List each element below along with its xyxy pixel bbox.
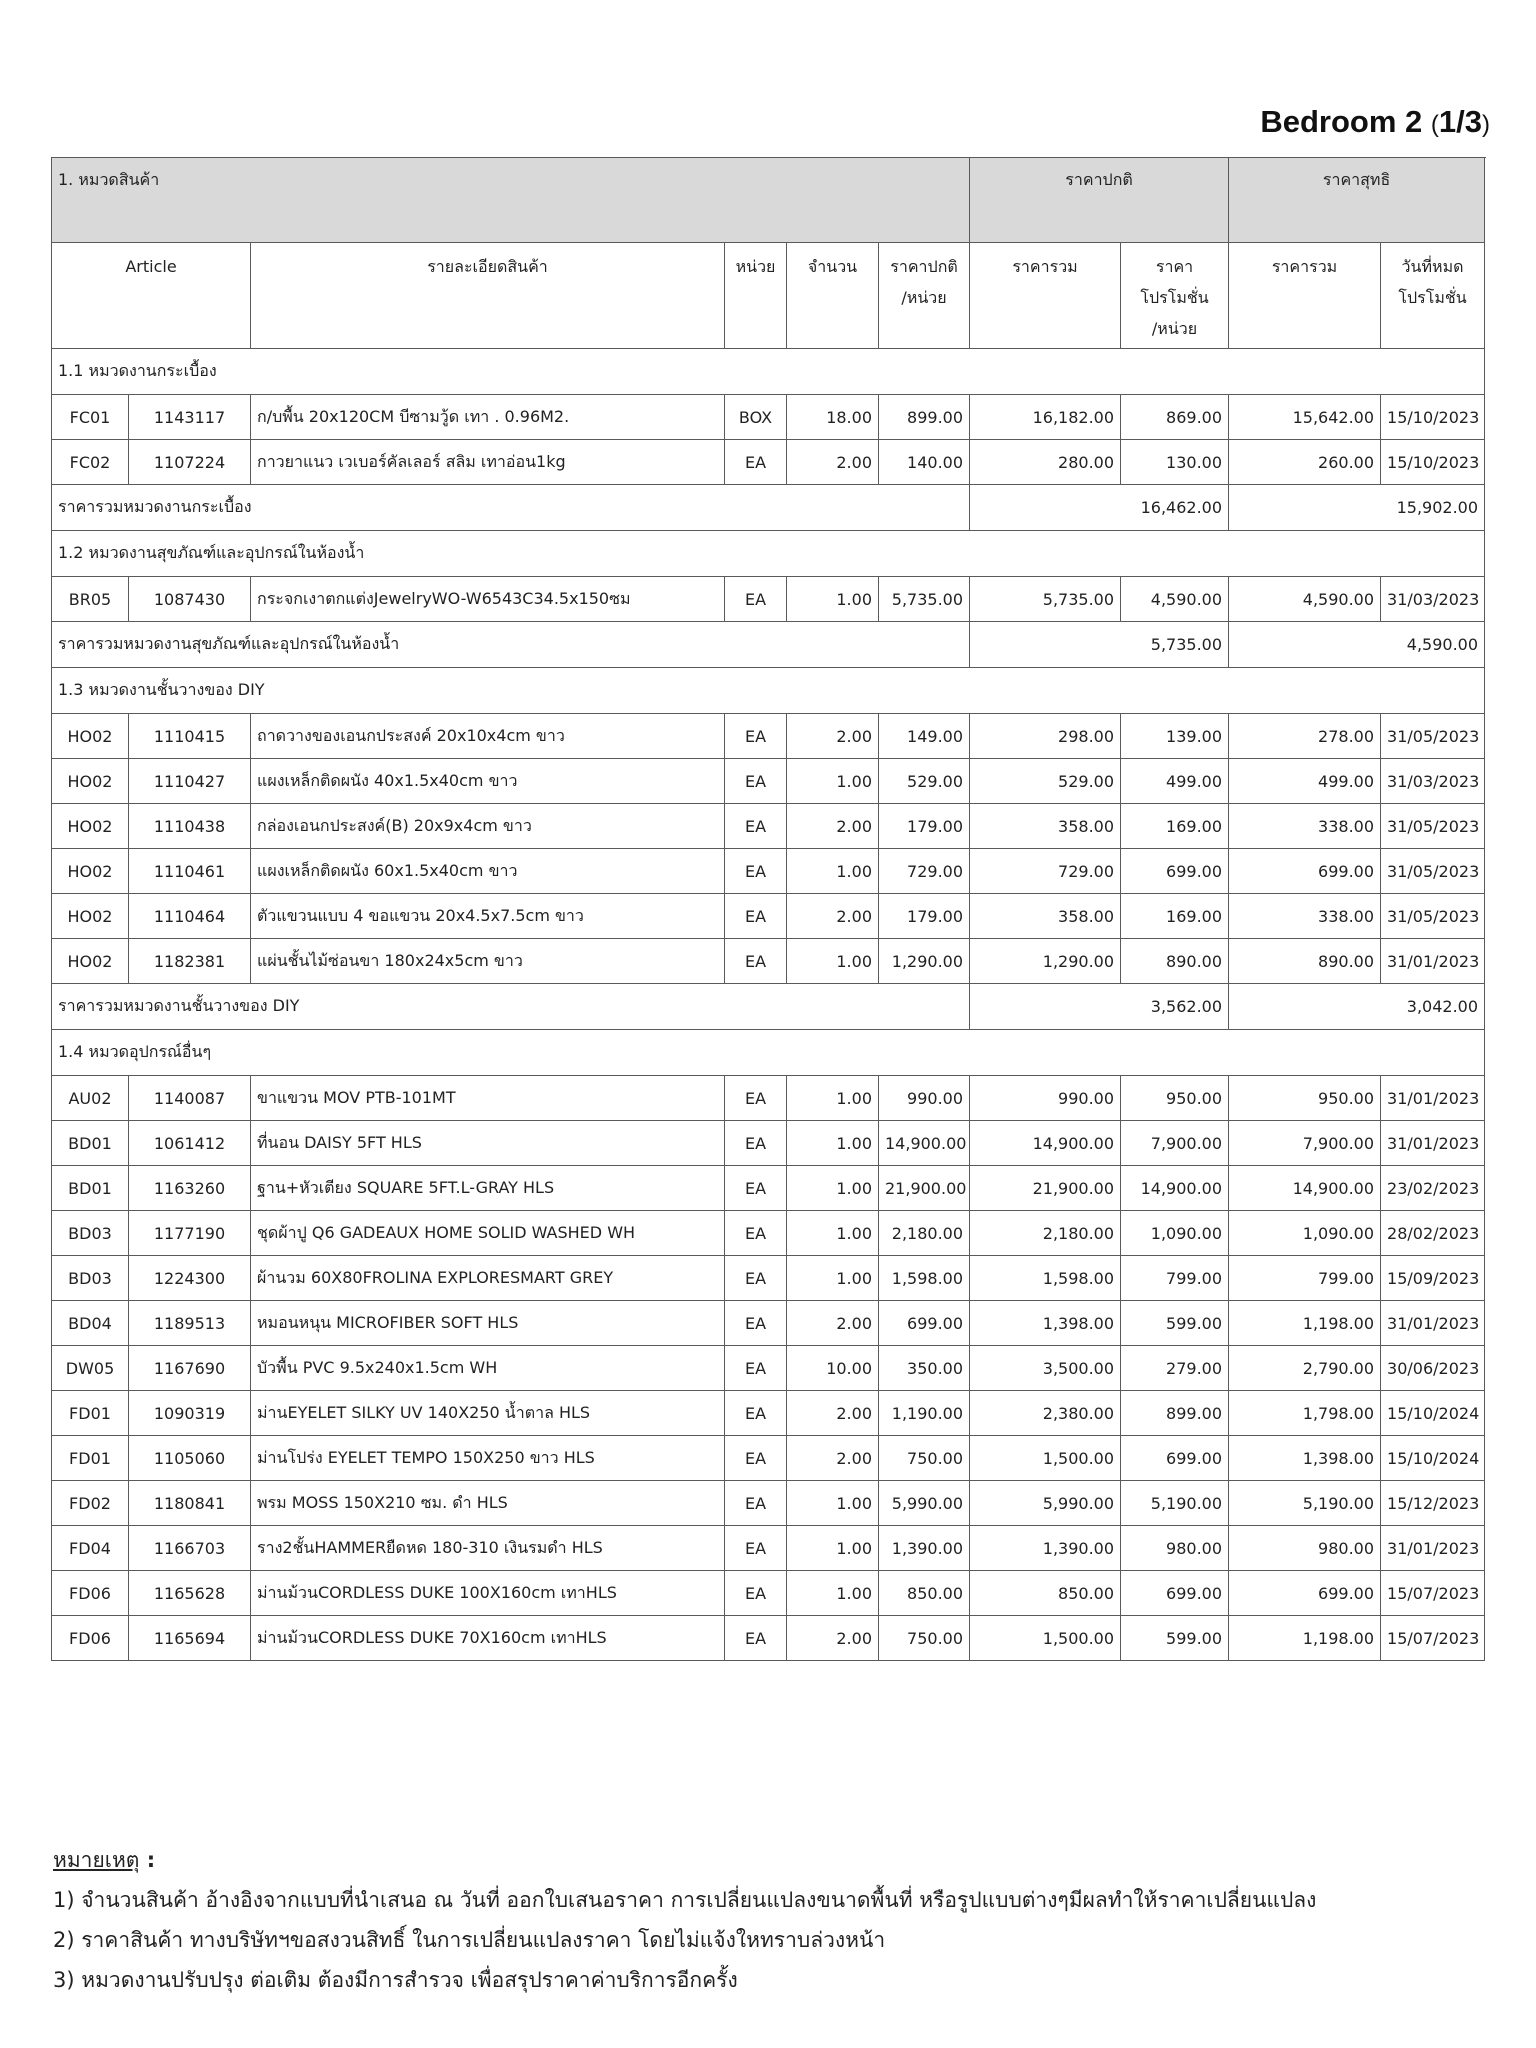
item-promo-end: 15/10/2023 bbox=[1381, 395, 1485, 440]
item-promo-total: 980.00 bbox=[1229, 1526, 1381, 1571]
item-total: 14,900.00 bbox=[970, 1121, 1121, 1166]
item-total: 5,990.00 bbox=[970, 1481, 1121, 1526]
item-code: FD06 bbox=[52, 1571, 129, 1616]
item-code: DW05 bbox=[52, 1346, 129, 1391]
item-unit-price: 21,900.00 bbox=[879, 1166, 970, 1211]
item-unit-price: 990.00 bbox=[879, 1076, 970, 1121]
item-description: พรม MOSS 150X210 ซม. ดำ HLS bbox=[251, 1481, 725, 1526]
item-description: ราง2ชั้นHAMMERยืดหด 180-310 เงินรมดำ HLS bbox=[251, 1526, 725, 1571]
item-promo-end: 31/05/2023 bbox=[1381, 714, 1485, 759]
subtotal-row bbox=[52, 622, 1485, 668]
item-promo-total: 1,198.00 bbox=[1229, 1616, 1381, 1661]
table-row bbox=[52, 1571, 1485, 1616]
item-description: แผงเหล็กติดผนัง 60x1.5x40cm ขาว bbox=[251, 849, 725, 894]
table-row bbox=[52, 1211, 1485, 1256]
item-qty: 2.00 bbox=[787, 1301, 879, 1346]
item-promo-price: 169.00 bbox=[1121, 894, 1229, 939]
total-header: ราคารวม bbox=[970, 243, 1121, 349]
item-description: ผ้านวม 60X80FROLINA EXPLORESMART GREY bbox=[251, 1256, 725, 1301]
item-promo-end: 28/02/2023 bbox=[1381, 1211, 1485, 1256]
category-group-header: 1. หมวดสินค้า bbox=[52, 158, 970, 243]
item-unit: EA bbox=[725, 1571, 787, 1616]
item-description: ฐาน+หัวเตียง SQUARE 5FT.L-GRAY HLS bbox=[251, 1166, 725, 1211]
item-promo-total: 14,900.00 bbox=[1229, 1166, 1381, 1211]
item-unit: EA bbox=[725, 1211, 787, 1256]
item-unit: EA bbox=[725, 1256, 787, 1301]
item-total: 2,180.00 bbox=[970, 1211, 1121, 1256]
item-total: 5,735.00 bbox=[970, 577, 1121, 622]
table-row bbox=[52, 577, 1485, 622]
table-row bbox=[52, 1481, 1485, 1526]
item-unit-price: 179.00 bbox=[879, 894, 970, 939]
subtotal-row bbox=[52, 485, 1485, 531]
item-qty: 2.00 bbox=[787, 804, 879, 849]
item-qty: 2.00 bbox=[787, 440, 879, 485]
item-total: 3,500.00 bbox=[970, 1346, 1121, 1391]
item-promo-total: 2,790.00 bbox=[1229, 1346, 1381, 1391]
item-promo-end: 30/06/2023 bbox=[1381, 1346, 1485, 1391]
item-description: ก/บพื้น 20x120CM บีซามวู้ด เทา . 0.96M2. bbox=[251, 395, 725, 440]
subtotal-label: ราคารวมหมวดงานสุขภัณฑ์และอุปกรณ์ในห้องน้ำ bbox=[52, 622, 970, 668]
subtotal-net: 15,902.00 bbox=[1229, 485, 1485, 531]
item-promo-price: 139.00 bbox=[1121, 714, 1229, 759]
item-description: ชุดผ้าปู Q6 GADEAUX HOME SOLID WASHED WH bbox=[251, 1211, 725, 1256]
item-unit-price: 529.00 bbox=[879, 759, 970, 804]
regular-price-group-header: ราคาปกติ bbox=[970, 158, 1229, 243]
item-promo-price: 169.00 bbox=[1121, 804, 1229, 849]
item-qty: 1.00 bbox=[787, 1571, 879, 1616]
item-code: AU02 bbox=[52, 1076, 129, 1121]
article-header: Article bbox=[52, 243, 251, 349]
item-unit: EA bbox=[725, 1166, 787, 1211]
item-promo-price: 699.00 bbox=[1121, 849, 1229, 894]
item-total: 2,380.00 bbox=[970, 1391, 1121, 1436]
item-promo-total: 890.00 bbox=[1229, 939, 1381, 984]
item-promo-total: 1,798.00 bbox=[1229, 1391, 1381, 1436]
item-article: 1105060 bbox=[129, 1436, 251, 1481]
item-promo-end: 31/03/2023 bbox=[1381, 577, 1485, 622]
item-qty: 2.00 bbox=[787, 894, 879, 939]
subtotal-label: ราคารวมหมวดงานกระเบื้อง bbox=[52, 485, 970, 531]
item-article: 1107224 bbox=[129, 440, 251, 485]
item-unit-price: 750.00 bbox=[879, 1436, 970, 1481]
item-promo-price: 499.00 bbox=[1121, 759, 1229, 804]
item-unit-price: 729.00 bbox=[879, 849, 970, 894]
item-description: แผงเหล็กติดผนัง 40x1.5x40cm ขาว bbox=[251, 759, 725, 804]
item-unit: EA bbox=[725, 1436, 787, 1481]
item-qty: 1.00 bbox=[787, 1076, 879, 1121]
item-promo-price: 869.00 bbox=[1121, 395, 1229, 440]
item-article: 1090319 bbox=[129, 1391, 251, 1436]
item-promo-price: 899.00 bbox=[1121, 1391, 1229, 1436]
item-promo-end: 15/09/2023 bbox=[1381, 1256, 1485, 1301]
item-promo-end: 15/10/2024 bbox=[1381, 1391, 1485, 1436]
item-qty: 2.00 bbox=[787, 1391, 879, 1436]
item-promo-price: 980.00 bbox=[1121, 1526, 1229, 1571]
page-title-text: Bedroom 2 bbox=[1260, 104, 1423, 139]
section-row bbox=[52, 531, 1485, 577]
subtotal-net: 3,042.00 bbox=[1229, 984, 1485, 1030]
table-row bbox=[52, 939, 1485, 984]
item-article: 1143117 bbox=[129, 395, 251, 440]
item-article: 1224300 bbox=[129, 1256, 251, 1301]
notes bbox=[53, 1840, 1316, 2000]
item-total: 358.00 bbox=[970, 894, 1121, 939]
item-unit-price: 350.00 bbox=[879, 1346, 970, 1391]
item-qty: 1.00 bbox=[787, 1256, 879, 1301]
item-qty: 18.00 bbox=[787, 395, 879, 440]
item-article: 1061412 bbox=[129, 1121, 251, 1166]
item-total: 21,900.00 bbox=[970, 1166, 1121, 1211]
item-code: HO02 bbox=[52, 714, 129, 759]
item-description: บัวพื้น PVC 9.5x240x1.5cm WH bbox=[251, 1346, 725, 1391]
item-description: ม่านEYELET SILKY UV 140X250 น้ำตาล HLS bbox=[251, 1391, 725, 1436]
item-unit: EA bbox=[725, 759, 787, 804]
promo-total-header: ราคารวม bbox=[1229, 243, 1381, 349]
item-promo-total: 950.00 bbox=[1229, 1076, 1381, 1121]
item-promo-end: 31/05/2023 bbox=[1381, 849, 1485, 894]
column-header-row bbox=[52, 243, 1485, 349]
item-total: 1,390.00 bbox=[970, 1526, 1121, 1571]
item-promo-end: 15/12/2023 bbox=[1381, 1481, 1485, 1526]
item-promo-price: 5,190.00 bbox=[1121, 1481, 1229, 1526]
subtotal-label: ราคารวมหมวดงานชั้นวางของ DIY bbox=[52, 984, 970, 1030]
table-row bbox=[52, 1166, 1485, 1211]
item-article: 1110438 bbox=[129, 804, 251, 849]
item-promo-total: 699.00 bbox=[1229, 1571, 1381, 1616]
item-promo-total: 1,090.00 bbox=[1229, 1211, 1381, 1256]
item-unit-price: 5,735.00 bbox=[879, 577, 970, 622]
item-total: 16,182.00 bbox=[970, 395, 1121, 440]
note-line: 1) จำนวนสินค้า อ้างอิงจากแบบที่นำเสนอ ณ วันที่ ออกใบเสนอราคา การเปลี่ยนแปลงขนาดพื้นที่ หรือรูปแบบต่างๆมีผลทำให้ราคาเปลี่ยนแปลง bbox=[53, 1888, 1317, 1912]
page-title: Bedroom 2 (1/3) bbox=[1260, 104, 1490, 139]
item-promo-total: 278.00 bbox=[1229, 714, 1381, 759]
table-row bbox=[52, 395, 1485, 440]
item-unit-price: 2,180.00 bbox=[879, 1211, 970, 1256]
item-promo-total: 1,198.00 bbox=[1229, 1301, 1381, 1346]
item-qty: 1.00 bbox=[787, 1211, 879, 1256]
item-qty: 2.00 bbox=[787, 714, 879, 759]
item-promo-price: 279.00 bbox=[1121, 1346, 1229, 1391]
net-price-group-header: ราคาสุทธิ bbox=[1229, 158, 1485, 243]
item-promo-total: 4,590.00 bbox=[1229, 577, 1381, 622]
item-article: 1177190 bbox=[129, 1211, 251, 1256]
note-line: 3) หมวดงานปรับปรุง ต่อเติม ต้องมีการสำรวจ เพื่อสรุปราคาค่าบริการอีกครั้ง bbox=[53, 1968, 738, 1992]
header-group-row bbox=[52, 158, 1485, 243]
item-promo-end: 15/07/2023 bbox=[1381, 1616, 1485, 1661]
item-code: FD04 bbox=[52, 1526, 129, 1571]
item-unit: EA bbox=[725, 849, 787, 894]
subtotal-regular: 16,462.00 bbox=[970, 485, 1229, 531]
item-promo-price: 699.00 bbox=[1121, 1571, 1229, 1616]
item-promo-end: 31/01/2023 bbox=[1381, 1076, 1485, 1121]
item-promo-end: 31/01/2023 bbox=[1381, 939, 1485, 984]
item-promo-price: 599.00 bbox=[1121, 1616, 1229, 1661]
item-description: ถาดวางของเอนกประสงค์ 20x10x4cm ขาว bbox=[251, 714, 725, 759]
item-promo-end: 15/07/2023 bbox=[1381, 1571, 1485, 1616]
item-promo-total: 699.00 bbox=[1229, 849, 1381, 894]
item-qty: 1.00 bbox=[787, 577, 879, 622]
item-unit: EA bbox=[725, 1346, 787, 1391]
item-article: 1087430 bbox=[129, 577, 251, 622]
item-total: 990.00 bbox=[970, 1076, 1121, 1121]
item-total: 358.00 bbox=[970, 804, 1121, 849]
item-qty: 10.00 bbox=[787, 1346, 879, 1391]
item-promo-total: 5,190.00 bbox=[1229, 1481, 1381, 1526]
item-qty: 1.00 bbox=[787, 1121, 879, 1166]
item-qty: 1.00 bbox=[787, 939, 879, 984]
item-promo-total: 1,398.00 bbox=[1229, 1436, 1381, 1481]
item-promo-price: 14,900.00 bbox=[1121, 1166, 1229, 1211]
item-unit: EA bbox=[725, 1391, 787, 1436]
item-promo-price: 4,590.00 bbox=[1121, 577, 1229, 622]
item-promo-total: 499.00 bbox=[1229, 759, 1381, 804]
item-promo-end: 31/01/2023 bbox=[1381, 1301, 1485, 1346]
item-promo-end: 31/01/2023 bbox=[1381, 1526, 1485, 1571]
item-unit-price: 149.00 bbox=[879, 714, 970, 759]
item-article: 1110415 bbox=[129, 714, 251, 759]
item-code: FC01 bbox=[52, 395, 129, 440]
item-article: 1180841 bbox=[129, 1481, 251, 1526]
description-header: รายละเอียดสินค้า bbox=[251, 243, 725, 349]
table-row bbox=[52, 1076, 1485, 1121]
item-qty: 2.00 bbox=[787, 1616, 879, 1661]
item-promo-end: 31/05/2023 bbox=[1381, 894, 1485, 939]
table-row bbox=[52, 1256, 1485, 1301]
item-unit: BOX bbox=[725, 395, 787, 440]
item-promo-end: 23/02/2023 bbox=[1381, 1166, 1485, 1211]
item-code: HO02 bbox=[52, 804, 129, 849]
item-qty: 1.00 bbox=[787, 1481, 879, 1526]
item-article: 1163260 bbox=[129, 1166, 251, 1211]
table-row bbox=[52, 1616, 1485, 1661]
section-title: 1.2 หมวดงานสุขภัณฑ์และอุปกรณ์ในห้องน้ำ bbox=[52, 531, 1485, 577]
item-promo-end: 31/05/2023 bbox=[1381, 804, 1485, 849]
item-promo-end: 31/01/2023 bbox=[1381, 1121, 1485, 1166]
item-total: 1,398.00 bbox=[970, 1301, 1121, 1346]
item-total: 1,500.00 bbox=[970, 1436, 1121, 1481]
note-line: 2) ราคาสินค้า ทางบริษัทฯขอสงวนสิทธิ์ ในการเปลี่ยนแปลงราคา โดยไม่แจ้งใหทราบล่วงหน้า bbox=[53, 1928, 886, 1952]
table-row bbox=[52, 1346, 1485, 1391]
item-code: BR05 bbox=[52, 577, 129, 622]
item-description: กาวยาแนว เวเบอร์คัลเลอร์ สลิม เทาอ่อน1kg bbox=[251, 440, 725, 485]
item-total: 1,598.00 bbox=[970, 1256, 1121, 1301]
item-unit: EA bbox=[725, 1481, 787, 1526]
item-code: FD06 bbox=[52, 1616, 129, 1661]
item-description: ม่านโปร่ง EYELET TEMPO 150X250 ขาว HLS bbox=[251, 1436, 725, 1481]
section-title: 1.1 หมวดงานกระเบื้อง bbox=[52, 349, 1485, 395]
table-row bbox=[52, 440, 1485, 485]
item-promo-price: 599.00 bbox=[1121, 1301, 1229, 1346]
section-row bbox=[52, 1030, 1485, 1076]
item-promo-total: 338.00 bbox=[1229, 804, 1381, 849]
unit-price-header: ราคาปกติ /หน่วย bbox=[879, 243, 970, 349]
table-row bbox=[52, 1391, 1485, 1436]
quotation-table bbox=[51, 157, 1485, 1661]
item-description: ม่านม้วนCORDLESS DUKE 70X160cm เทาHLS bbox=[251, 1616, 725, 1661]
section-row bbox=[52, 349, 1485, 395]
item-code: BD03 bbox=[52, 1256, 129, 1301]
item-promo-price: 1,090.00 bbox=[1121, 1211, 1229, 1256]
item-unit-price: 1,390.00 bbox=[879, 1526, 970, 1571]
item-code: HO02 bbox=[52, 759, 129, 804]
item-unit-price: 140.00 bbox=[879, 440, 970, 485]
table-row bbox=[52, 714, 1485, 759]
item-promo-total: 260.00 bbox=[1229, 440, 1381, 485]
item-total: 529.00 bbox=[970, 759, 1121, 804]
item-article: 1182381 bbox=[129, 939, 251, 984]
item-article: 1189513 bbox=[129, 1301, 251, 1346]
item-unit-price: 899.00 bbox=[879, 395, 970, 440]
item-code: FD01 bbox=[52, 1436, 129, 1481]
item-unit-price: 699.00 bbox=[879, 1301, 970, 1346]
item-unit-price: 179.00 bbox=[879, 804, 970, 849]
item-code: HO02 bbox=[52, 894, 129, 939]
unit-header: หน่วย bbox=[725, 243, 787, 349]
item-total: 298.00 bbox=[970, 714, 1121, 759]
item-unit-price: 750.00 bbox=[879, 1616, 970, 1661]
item-promo-price: 130.00 bbox=[1121, 440, 1229, 485]
item-code: BD03 bbox=[52, 1211, 129, 1256]
item-unit: EA bbox=[725, 1616, 787, 1661]
table-row bbox=[52, 1436, 1485, 1481]
item-promo-total: 15,642.00 bbox=[1229, 395, 1381, 440]
item-unit: EA bbox=[725, 440, 787, 485]
item-unit: EA bbox=[725, 1121, 787, 1166]
section-row bbox=[52, 668, 1485, 714]
item-article: 1110464 bbox=[129, 894, 251, 939]
item-unit-price: 14,900.00 bbox=[879, 1121, 970, 1166]
item-total: 729.00 bbox=[970, 849, 1121, 894]
item-promo-total: 338.00 bbox=[1229, 894, 1381, 939]
item-unit: EA bbox=[725, 1076, 787, 1121]
subtotal-net: 4,590.00 bbox=[1229, 622, 1485, 668]
promo-end-header: วันที่หมด โปรโมชั่น bbox=[1381, 243, 1485, 349]
item-code: BD01 bbox=[52, 1121, 129, 1166]
item-article: 1166703 bbox=[129, 1526, 251, 1571]
item-description: หมอนหนุน MICROFIBER SOFT HLS bbox=[251, 1301, 725, 1346]
qty-header: จำนวน bbox=[787, 243, 879, 349]
item-unit-price: 5,990.00 bbox=[879, 1481, 970, 1526]
item-qty: 1.00 bbox=[787, 759, 879, 804]
item-unit-price: 1,598.00 bbox=[879, 1256, 970, 1301]
item-description: ม่านม้วนCORDLESS DUKE 100X160cm เทาHLS bbox=[251, 1571, 725, 1616]
item-promo-price: 950.00 bbox=[1121, 1076, 1229, 1121]
item-article: 1165694 bbox=[129, 1616, 251, 1661]
item-promo-price: 890.00 bbox=[1121, 939, 1229, 984]
item-article: 1110461 bbox=[129, 849, 251, 894]
item-promo-price: 699.00 bbox=[1121, 1436, 1229, 1481]
item-code: HO02 bbox=[52, 849, 129, 894]
item-qty: 2.00 bbox=[787, 1436, 879, 1481]
item-article: 1167690 bbox=[129, 1346, 251, 1391]
item-unit-price: 1,190.00 bbox=[879, 1391, 970, 1436]
item-total: 1,290.00 bbox=[970, 939, 1121, 984]
item-description: ตัวแขวนแบบ 4 ขอแขวน 20x4.5x7.5cm ขาว bbox=[251, 894, 725, 939]
subtotal-regular: 5,735.00 bbox=[970, 622, 1229, 668]
item-code: FD01 bbox=[52, 1391, 129, 1436]
item-description: แผ่นชั้นไม้ซ่อนขา 180x24x5cm ขาว bbox=[251, 939, 725, 984]
item-description: ขาแขวน MOV PTB-101MT bbox=[251, 1076, 725, 1121]
item-unit: EA bbox=[725, 894, 787, 939]
item-unit: EA bbox=[725, 1526, 787, 1571]
item-code: FC02 bbox=[52, 440, 129, 485]
item-code: HO02 bbox=[52, 939, 129, 984]
table-row bbox=[52, 1121, 1485, 1166]
promo-price-header: ราคา โปรโมชั่น /หน่วย bbox=[1121, 243, 1229, 349]
table-row bbox=[52, 894, 1485, 939]
page-index: 1/3 bbox=[1438, 104, 1482, 139]
item-unit: EA bbox=[725, 577, 787, 622]
notes-heading: หมายเหตุ : bbox=[53, 1848, 156, 1872]
item-total: 1,500.00 bbox=[970, 1616, 1121, 1661]
table-row bbox=[52, 759, 1485, 804]
table-row bbox=[52, 1301, 1485, 1346]
item-unit: EA bbox=[725, 804, 787, 849]
item-promo-price: 799.00 bbox=[1121, 1256, 1229, 1301]
item-qty: 1.00 bbox=[787, 1526, 879, 1571]
item-promo-total: 799.00 bbox=[1229, 1256, 1381, 1301]
item-description: ที่นอน DAISY 5FT HLS bbox=[251, 1121, 725, 1166]
item-promo-end: 15/10/2023 bbox=[1381, 440, 1485, 485]
table-row bbox=[52, 849, 1485, 894]
item-unit-price: 850.00 bbox=[879, 1571, 970, 1616]
item-article: 1110427 bbox=[129, 759, 251, 804]
item-total: 850.00 bbox=[970, 1571, 1121, 1616]
item-unit: EA bbox=[725, 1301, 787, 1346]
item-article: 1140087 bbox=[129, 1076, 251, 1121]
item-unit: EA bbox=[725, 939, 787, 984]
item-total: 280.00 bbox=[970, 440, 1121, 485]
item-promo-total: 7,900.00 bbox=[1229, 1121, 1381, 1166]
item-promo-end: 31/03/2023 bbox=[1381, 759, 1485, 804]
item-promo-end: 15/10/2024 bbox=[1381, 1436, 1485, 1481]
table-row bbox=[52, 1526, 1485, 1571]
item-description: กระจกเงาตกแต่งJewelryWO-W6543C34.5x150ซม bbox=[251, 577, 725, 622]
item-article: 1165628 bbox=[129, 1571, 251, 1616]
item-unit: EA bbox=[725, 714, 787, 759]
item-description: กล่องเอนกประสงค์(B) 20x9x4cm ขาว bbox=[251, 804, 725, 849]
item-code: BD04 bbox=[52, 1301, 129, 1346]
item-qty: 1.00 bbox=[787, 849, 879, 894]
item-qty: 1.00 bbox=[787, 1166, 879, 1211]
subtotal-row bbox=[52, 984, 1485, 1030]
subtotal-regular: 3,562.00 bbox=[970, 984, 1229, 1030]
table-row bbox=[52, 804, 1485, 849]
section-title: 1.3 หมวดงานชั้นวางของ DIY bbox=[52, 668, 1485, 714]
item-code: BD01 bbox=[52, 1166, 129, 1211]
item-unit-price: 1,290.00 bbox=[879, 939, 970, 984]
section-title: 1.4 หมวดอุปกรณ์อื่นๆ bbox=[52, 1030, 1485, 1076]
item-code: FD02 bbox=[52, 1481, 129, 1526]
item-promo-price: 7,900.00 bbox=[1121, 1121, 1229, 1166]
